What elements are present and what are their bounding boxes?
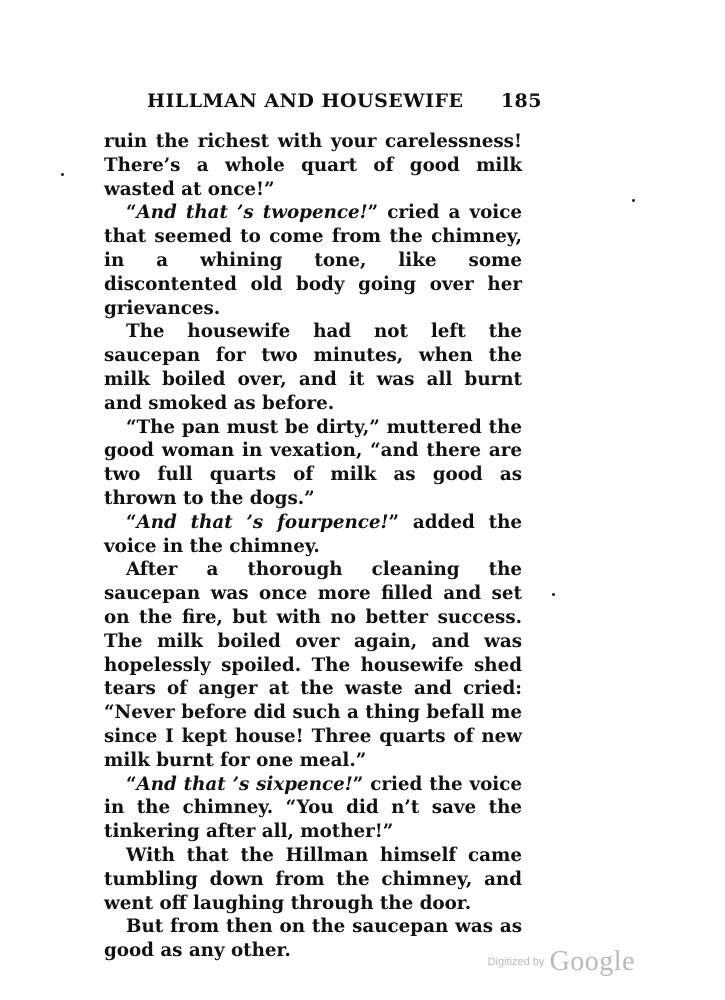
text-run: But from then on the saucepan was as good as any other. — [104, 916, 522, 962]
google-logo: Google — [549, 946, 635, 977]
text-run: ruin the richest with your carelessness! There’s a whole quart of good milk wasted at once!” — [104, 131, 522, 200]
text-run: With that the Hillman himself came tumbling down from the chimney, and went off laughing through the door. — [104, 844, 522, 914]
paragraph — [104, 511, 522, 559]
text-run: ” added the voice in the chimney. — [104, 511, 522, 557]
scan-speck — [61, 173, 64, 176]
watermark-prefix: Digitized by — [487, 956, 545, 968]
paragraph — [104, 773, 522, 844]
italic-quote: And that ’s sixpence! — [136, 773, 353, 795]
paragraph — [104, 915, 522, 963]
scan-speck — [632, 199, 635, 202]
digitized-watermark — [488, 946, 635, 978]
text-run: “The pan must be dirty,” muttered the good woman in vexation, “and there are two full quarts of milk as good as thrown to the dogs.” — [104, 416, 522, 509]
page-header — [147, 90, 542, 116]
paragraph — [104, 416, 522, 511]
paragraph — [104, 130, 522, 201]
text-run: “ — [126, 773, 137, 795]
paragraph — [104, 558, 522, 772]
paragraph — [104, 320, 522, 415]
italic-quote: And that ’s fourpence! — [136, 511, 389, 533]
text-run: The housewife had not left the saucepan for two minutes, when the milk boiled over, and it was all burnt and smoked as before. — [104, 321, 522, 414]
paragraph — [104, 844, 522, 915]
text-run: “ — [126, 202, 137, 224]
body-text — [104, 130, 522, 963]
text-run: “ — [126, 511, 137, 533]
scan-speck — [552, 593, 555, 596]
text-run: ” cried the voice in the chimney. “You did n’t save the tinkering after all, mother!” — [104, 773, 522, 843]
running-head: HILLMAN AND HOUSEWIFE — [147, 90, 464, 112]
text-run: ” cried a voice that seemed to come from the chimney, in a whining tone, like some discontented old body going over her grievances. — [104, 202, 522, 319]
text-run: After a thorough cleaning the saucepan was once more filled and set on the fire, but with no better success. The milk boiled over again, and was hopelessly spoiled. The housewife shed tears of anger at the waste and cried: “Never before did such a thing befall me since I kept house! Three quarts of new milk burnt for one meal.” — [104, 559, 522, 771]
paragraph — [104, 201, 522, 320]
italic-quote: And that ’s twopence! — [136, 202, 368, 224]
page-number: 185 — [500, 90, 542, 112]
